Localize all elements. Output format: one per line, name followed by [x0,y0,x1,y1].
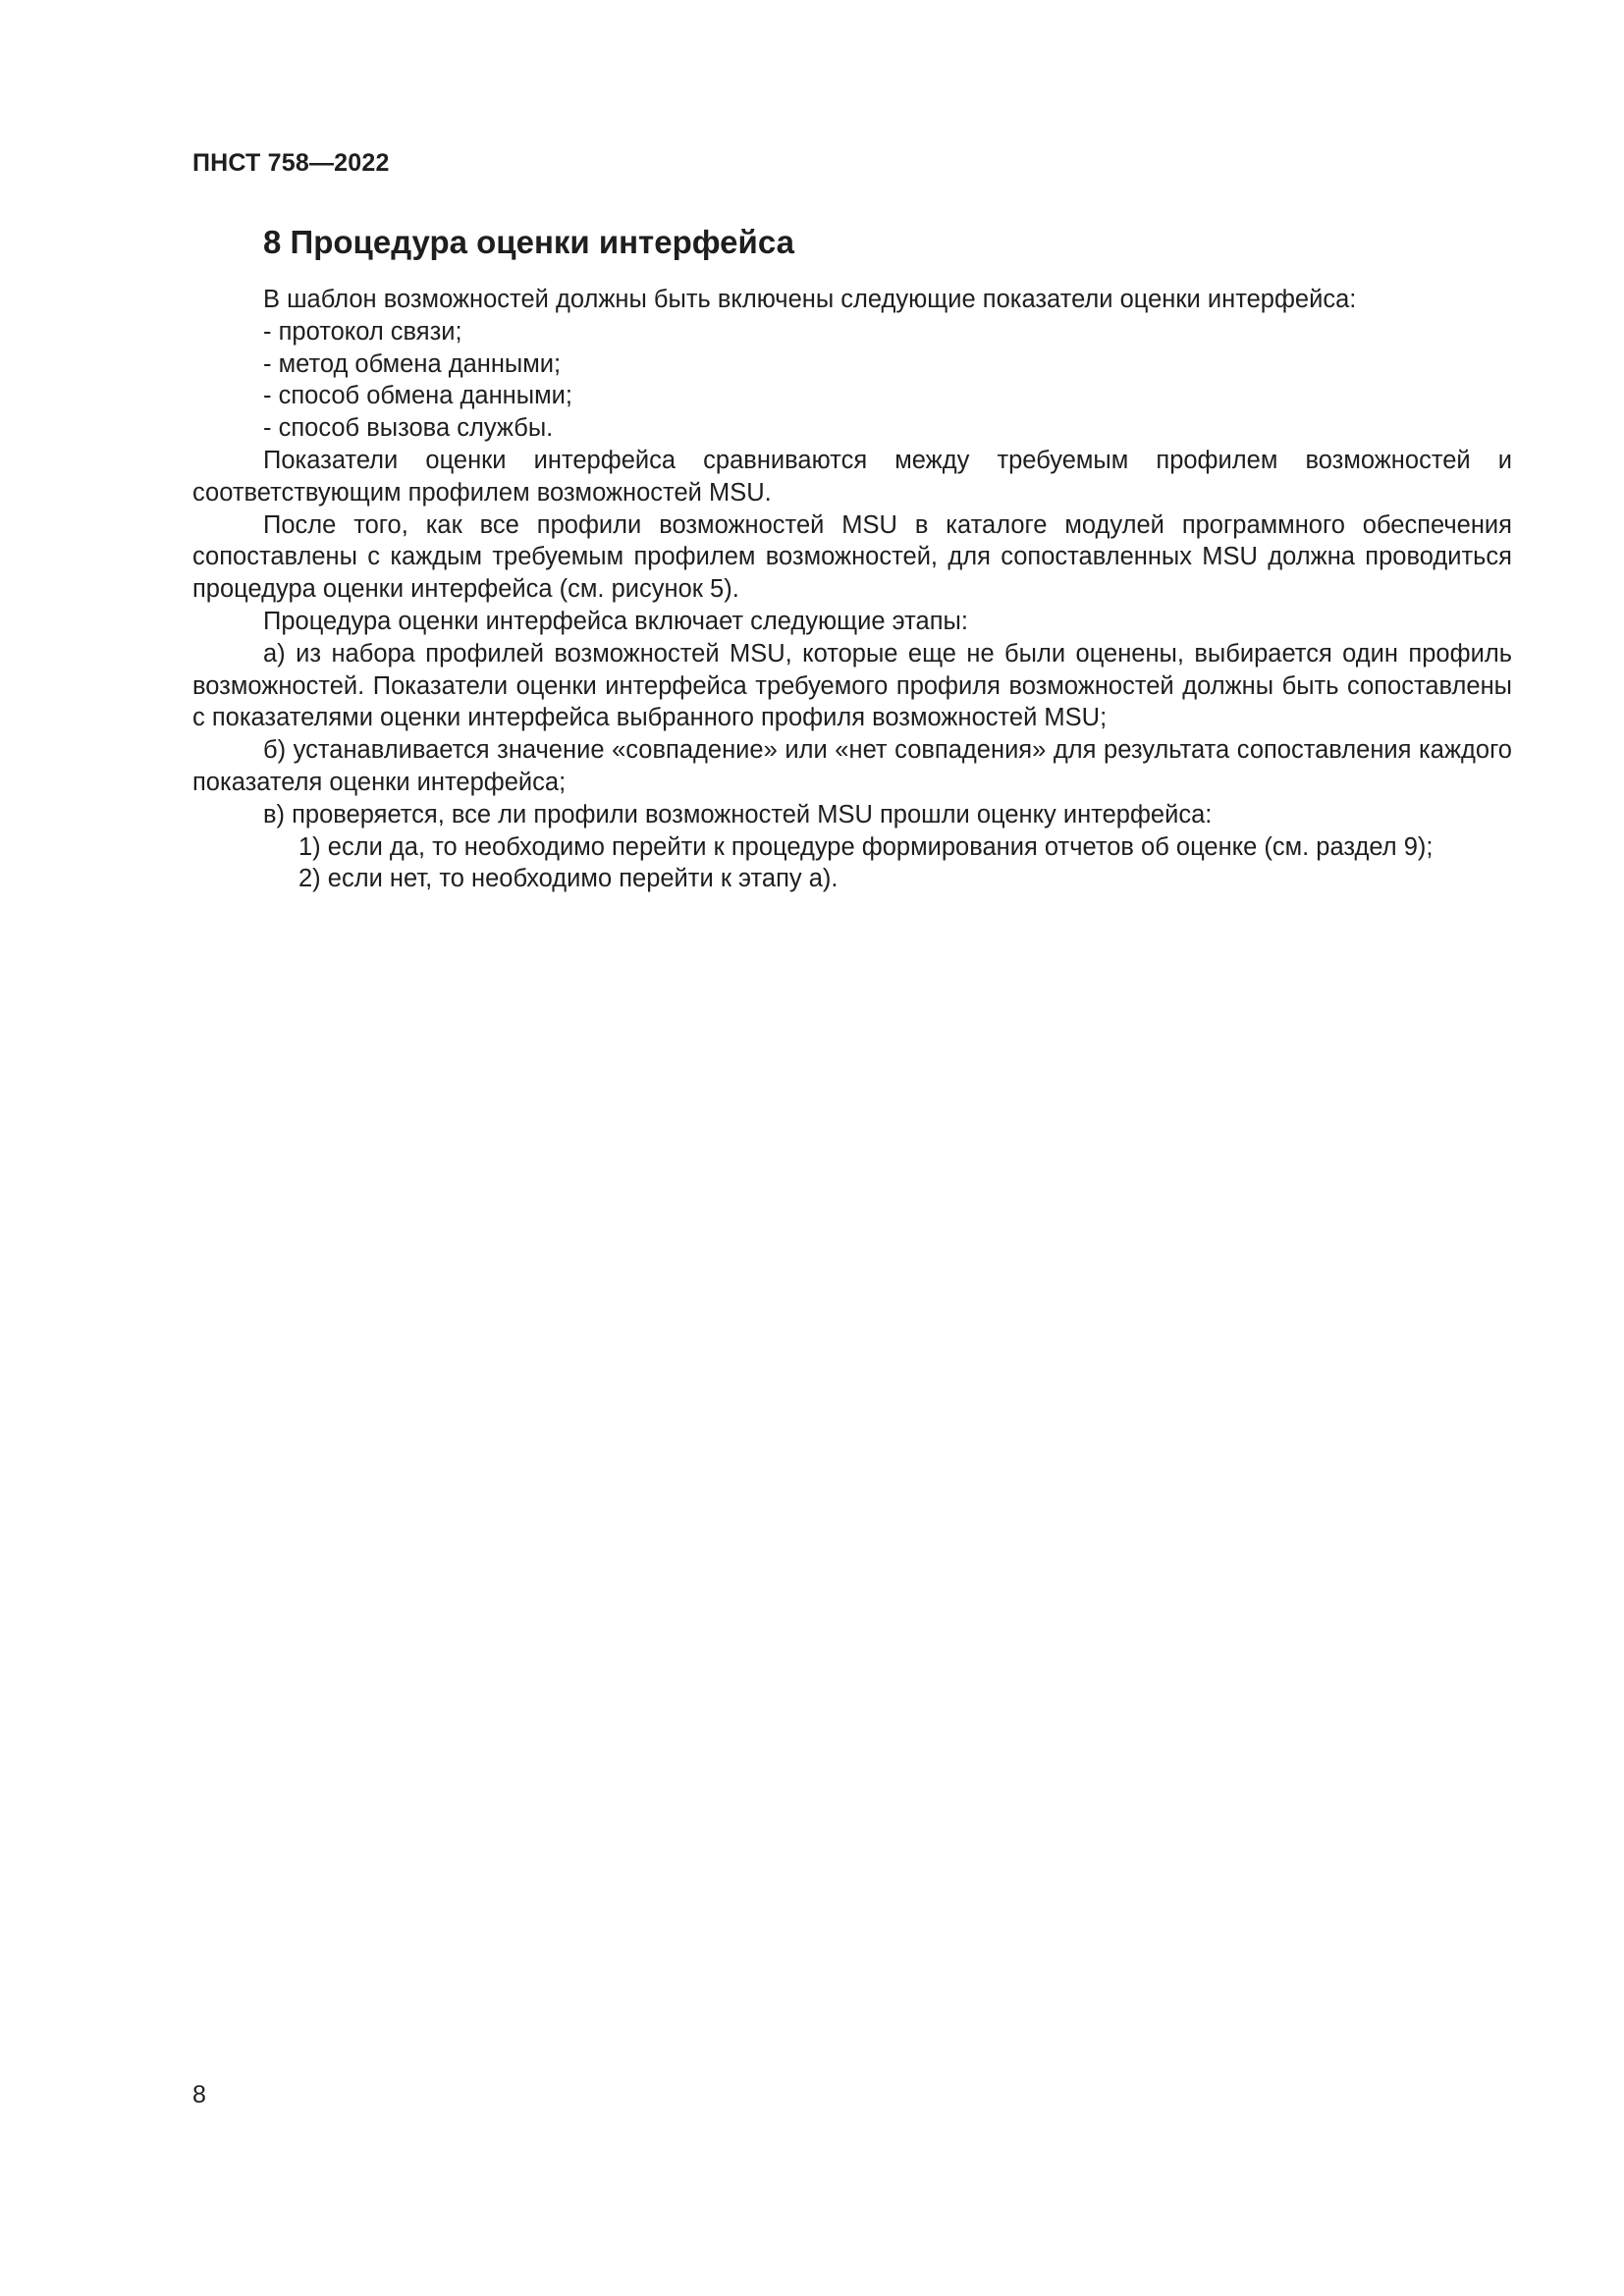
indicator-item: - способ обмена данными; [263,382,572,410]
section-body [192,284,1512,895]
stage-item: в) проверяется, все ли профили возможностей MSU прошли оценку интерфейса: [263,800,1213,828]
stage-item: б) устанавливается значение «совпадение» или «нет совпадения» для результата сопоставления каждого показателя оценки интерфейса; [192,736,1512,796]
section-title: 8 Процедура оценки интерфейса [263,224,794,260]
substage-item: 1) если да, то необходимо перейти к процедуре формирования отчетов об оценке (см. раздел 9); [298,832,1434,861]
indicator-item: - метод обмена данными; [263,349,562,378]
after-paragraph: После того, как все профили возможностей MSU в каталоге модулей программного обеспечения сопоставлены с каждым требуемым профилем возможностей, для сопоставленных MSU должна проводиться процедура оценки интерфейса (см. рисунок 5). [192,510,1512,604]
page-number: 8 [192,2081,206,2109]
indicator-item: - способ вызова службы. [263,414,554,443]
compare-paragraph: Показатели оценки интерфейса сравниваются между требуемым профилем возможностей и соответствующим профилем возможностей MSU. [192,446,1512,507]
stages-intro-paragraph: Процедура оценки интерфейса включает следующие этапы: [263,607,968,635]
stage-item: а) из набора профилей возможностей MSU, которые еще не были оценены, выбирается один профиль возможностей. Показатели оценки интерфейса требуемого профиля возможностей должны быть сопоставлены с показателями оценки интерфейса выбранного профиля возможностей MSU; [192,639,1512,732]
substage-item: 2) если нет, то необходимо перейти к этапу а). [298,865,839,893]
document-code-header: ПНСТ 758—2022 [192,149,390,177]
indicator-item: - протокол связи; [263,317,462,346]
intro-paragraph: В шаблон возможностей должны быть включены следующие показатели оценки интерфейса: [263,286,1357,313]
